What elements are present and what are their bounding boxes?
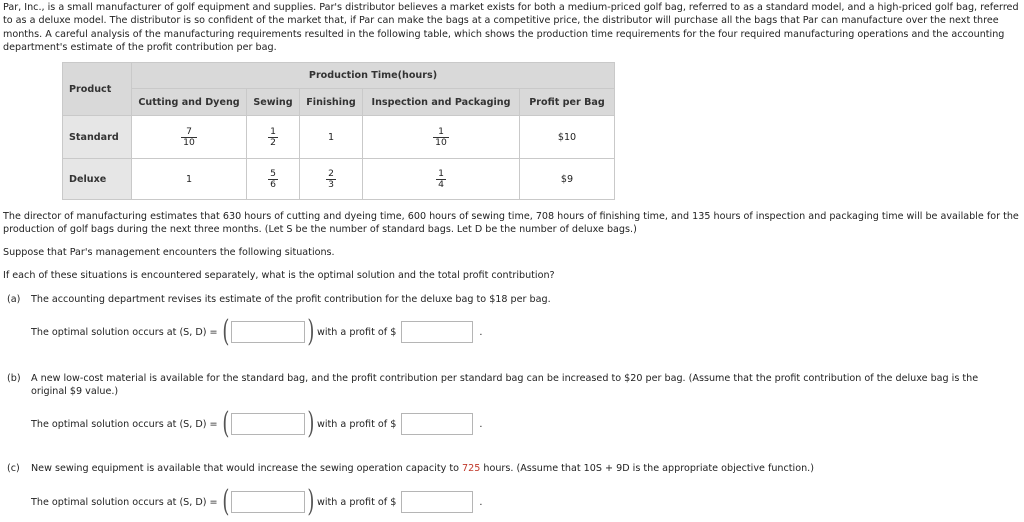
row-label-deluxe: Deluxe	[63, 159, 132, 200]
standard-inspection: $\frac{1}{10}$	[363, 116, 520, 159]
part-c-text-after: hours. (Assume that 10S + 9D is the appropriate objective function.)	[480, 463, 814, 474]
part-c-text-before: New sewing equipment is available that would increase the sewing operation capacity to	[31, 463, 463, 474]
question-text: If each of these situations is encountered separately, what is the optimal solution and the total profit contribution?	[3, 270, 555, 281]
problem-intro: Par, Inc., is a small manufacturer of golf equipment and supplies. Par's distributor believes a market exists for both a medium-priced golf bag, referred to as a standard model, and a high-priced golf bag, referred to as a deluxe model. The distributor is so confident of the market that, if Par can make the bags at a competitive price, the distributor will purchase all the bags that Par can manufacture over the next three months. A careful analysis of the manufacturing requirements resulted in the following table, which shows the production time requirements for the four required manufacturing operations and the accounting department's estimate of the profit contribution per bag.	[3, 2, 1019, 54]
period-b: .	[479, 418, 483, 430]
deluxe-inspection: $\frac{1}{4}$	[363, 159, 520, 200]
deluxe-finishing: $\frac{2}{3}$	[300, 159, 363, 200]
part-c	[7, 462, 1017, 475]
close-paren: )	[307, 406, 315, 441]
capacity-paragraph: The director of manufacturing estimates that 630 hours of cutting and dyeing time, 600 hours of sewing time, 708 hours of finishing time, and 135 hours of inspection and packaging time will be available for the production of golf bags during the next three months. (Let S be the number of standard bags. Let D be the number of deluxe bags.)	[3, 211, 1019, 236]
col-profit: Profit per Bag	[520, 89, 615, 116]
solution-input-a[interactable]	[231, 321, 305, 343]
answer-row-c	[31, 485, 482, 519]
answer-row-b	[31, 407, 482, 441]
period-c: .	[479, 496, 483, 508]
open-paren: (	[221, 314, 229, 349]
answer-row-a	[31, 315, 482, 349]
close-paren: )	[307, 484, 315, 519]
sewing-capacity-highlight: 725	[462, 463, 481, 474]
part-b	[7, 372, 1017, 399]
col-sewing: Sewing	[247, 89, 300, 116]
deluxe-sewing: $\frac{5}{6}$	[247, 159, 300, 200]
profit-label-a: with a profit of $	[317, 326, 397, 338]
table-row	[63, 159, 615, 200]
deluxe-cutting: 1	[132, 159, 247, 200]
production-time-header: Production Time(hours)	[132, 63, 615, 89]
answer-prefix-a: The optimal solution occurs at (S, D) =	[31, 326, 218, 338]
close-paren: )	[307, 314, 315, 349]
solution-input-b[interactable]	[231, 413, 305, 435]
part-a	[7, 293, 1017, 306]
col-inspection: Inspection and Packaging	[363, 89, 520, 116]
profit-label-b: with a profit of $	[317, 418, 397, 430]
part-b-label: (b)	[7, 373, 21, 384]
table-row	[63, 116, 615, 159]
part-a-text: The accounting department revises its estimate of the profit contribution for the deluxe bag to $18 per bag.	[31, 294, 551, 305]
standard-sewing: $\frac{1}{2}$	[247, 116, 300, 159]
profit-input-c[interactable]	[401, 491, 473, 513]
answer-prefix-c: The optimal solution occurs at (S, D) =	[31, 496, 218, 508]
solution-input-c[interactable]	[231, 491, 305, 513]
open-paren: (	[221, 484, 229, 519]
col-finishing: Finishing	[300, 89, 363, 116]
part-a-label: (a)	[7, 294, 21, 305]
product-header: Product	[63, 63, 132, 116]
profit-input-b[interactable]	[401, 413, 473, 435]
answer-prefix-b: The optimal solution occurs at (S, D) =	[31, 418, 218, 430]
open-paren: (	[221, 406, 229, 441]
standard-cutting: $\frac{7}{10}$	[132, 116, 247, 159]
situations-paragraph: Suppose that Par's management encounters the following situations.	[3, 247, 335, 258]
standard-finishing: 1	[300, 116, 363, 159]
profit-label-c: with a profit of $	[317, 496, 397, 508]
standard-profit: $10	[520, 116, 615, 159]
col-cutting: Cutting and Dyeng	[132, 89, 247, 116]
production-table	[62, 62, 615, 200]
profit-input-a[interactable]	[401, 321, 473, 343]
row-label-standard: Standard	[63, 116, 132, 159]
period-a: .	[479, 326, 483, 338]
part-b-text: A new low-cost material is available for the standard bag, and the profit contribution per standard bag can be increased to $20 per bag. (Assume that the profit contribution of the deluxe bag is the original $9 value.)	[31, 373, 979, 398]
deluxe-profit: $9	[520, 159, 615, 200]
part-c-label: (c)	[7, 463, 20, 474]
